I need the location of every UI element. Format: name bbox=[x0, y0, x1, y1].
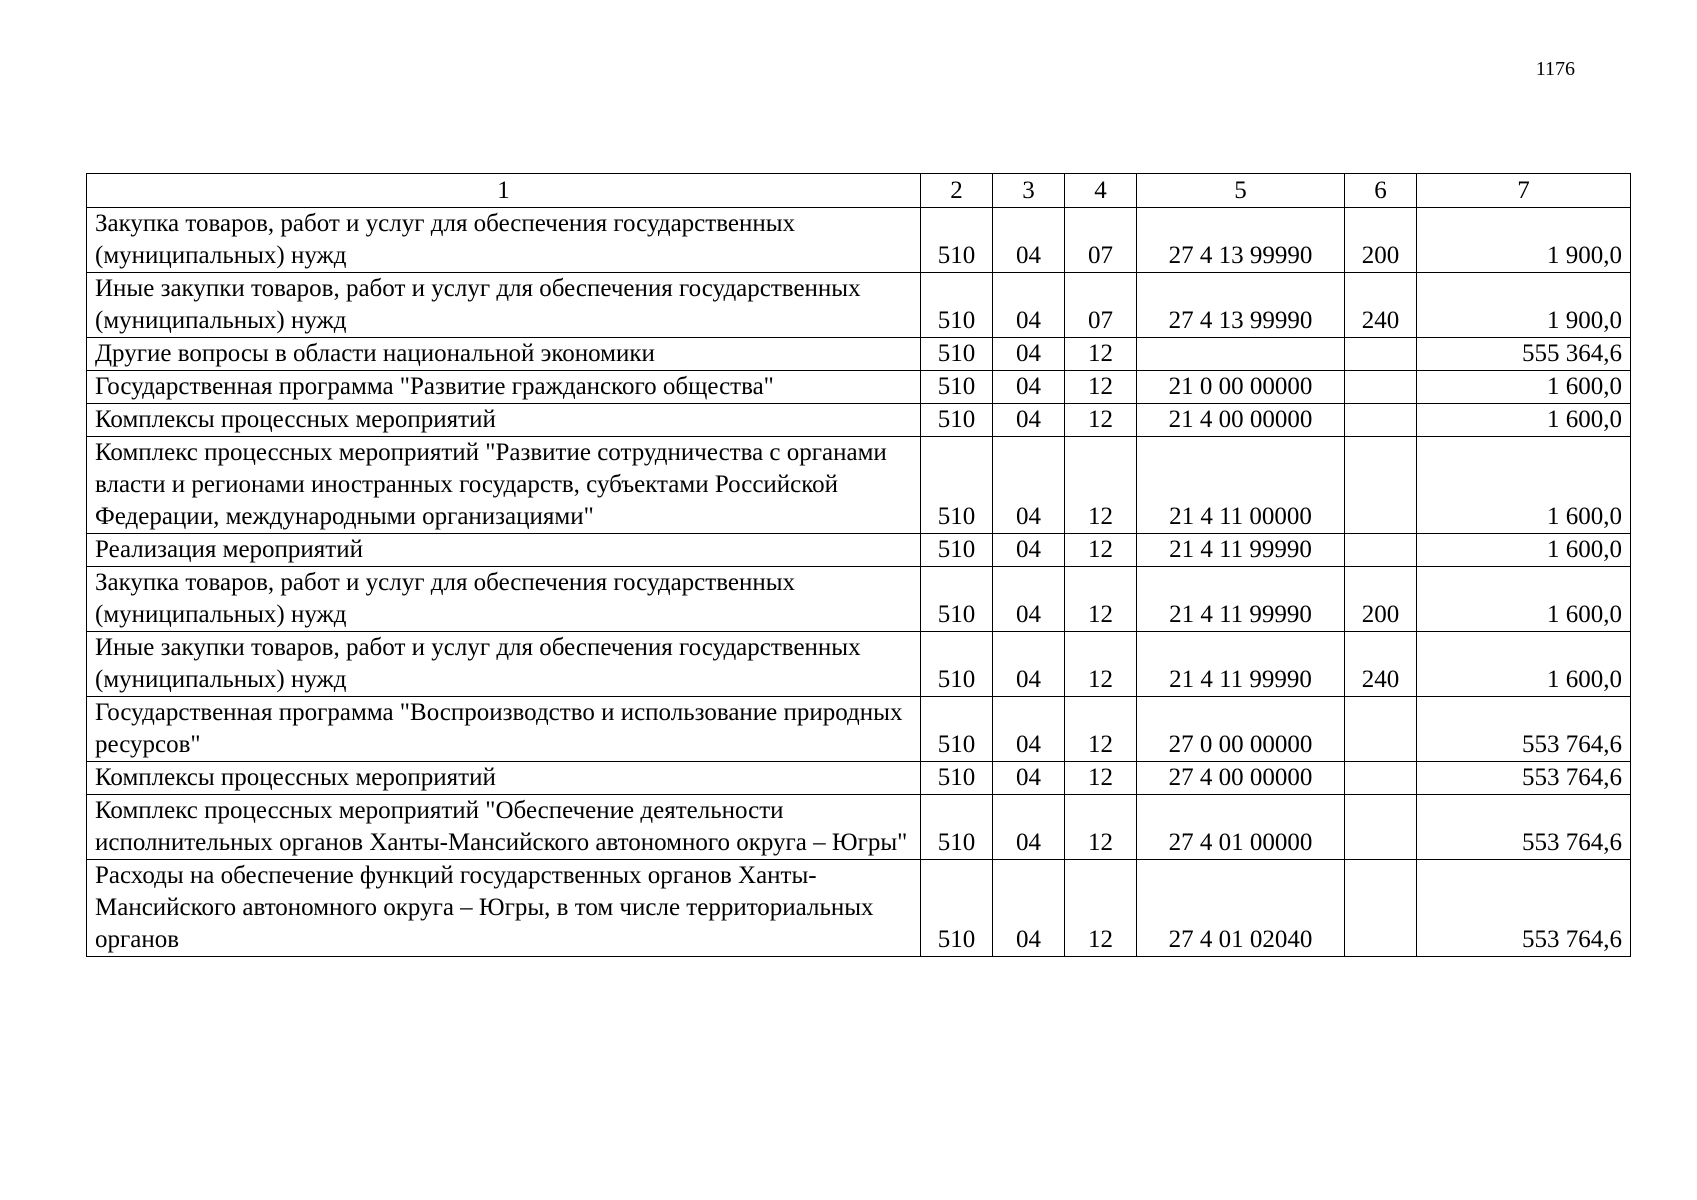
expense-type: 240 bbox=[1345, 632, 1417, 697]
amount: 1 900,0 bbox=[1417, 208, 1631, 273]
ministry-code: 510 bbox=[921, 338, 993, 371]
header-cell: 5 bbox=[1137, 174, 1345, 208]
section-code: 04 bbox=[993, 697, 1065, 762]
expense-type: 200 bbox=[1345, 208, 1417, 273]
table-row bbox=[87, 371, 1631, 404]
ministry-code: 510 bbox=[921, 208, 993, 273]
target-article: 21 0 00 00000 bbox=[1137, 371, 1345, 404]
table-row bbox=[87, 632, 1631, 697]
subsection-code: 12 bbox=[1065, 697, 1137, 762]
section-code: 04 bbox=[993, 208, 1065, 273]
target-article: 27 4 13 99990 bbox=[1137, 208, 1345, 273]
subsection-code: 07 bbox=[1065, 208, 1137, 273]
ministry-code: 510 bbox=[921, 632, 993, 697]
expense-type bbox=[1345, 437, 1417, 534]
expense-type bbox=[1345, 371, 1417, 404]
section-code: 04 bbox=[993, 371, 1065, 404]
target-article: 21 4 00 00000 bbox=[1137, 404, 1345, 437]
ministry-code: 510 bbox=[921, 534, 993, 567]
subsection-code: 12 bbox=[1065, 632, 1137, 697]
target-article: 21 4 11 99990 bbox=[1137, 567, 1345, 632]
amount: 1 600,0 bbox=[1417, 534, 1631, 567]
header-row bbox=[87, 174, 1631, 208]
expense-type: 200 bbox=[1345, 567, 1417, 632]
row-name: Комплекс процессных мероприятий "Обеспечение деятельности исполнительных органов Ханты-Мансийского автономного округа – Югры" bbox=[87, 795, 921, 860]
section-code: 04 bbox=[993, 273, 1065, 338]
table-row bbox=[87, 860, 1631, 957]
row-name: Реализация мероприятий bbox=[87, 534, 921, 567]
subsection-code: 12 bbox=[1065, 534, 1137, 567]
row-name: Расходы на обеспечение функций государственных органов Ханты-Мансийского автономного округа – Югры, в том числе территориальных органов bbox=[87, 860, 921, 957]
subsection-code: 12 bbox=[1065, 795, 1137, 860]
subsection-code: 12 bbox=[1065, 762, 1137, 795]
ministry-code: 510 bbox=[921, 404, 993, 437]
target-article: 27 4 13 99990 bbox=[1137, 273, 1345, 338]
row-name: Государственная программа "Воспроизводство и использование природных ресурсов" bbox=[87, 697, 921, 762]
row-name: Иные закупки товаров, работ и услуг для обеспечения государственных (муниципальных) нужд bbox=[87, 632, 921, 697]
table-row bbox=[87, 273, 1631, 338]
target-article: 27 4 01 02040 bbox=[1137, 860, 1345, 957]
target-article: 21 4 11 99990 bbox=[1137, 534, 1345, 567]
target-article: 27 4 01 00000 bbox=[1137, 795, 1345, 860]
page-number: 1176 bbox=[1535, 58, 1575, 80]
table-row bbox=[87, 795, 1631, 860]
section-code: 04 bbox=[993, 860, 1065, 957]
subsection-code: 12 bbox=[1065, 404, 1137, 437]
expense-type bbox=[1345, 404, 1417, 437]
expense-type bbox=[1345, 338, 1417, 371]
row-name: Закупка товаров, работ и услуг для обеспечения государственных (муниципальных) нужд bbox=[87, 208, 921, 273]
amount: 553 764,6 bbox=[1417, 795, 1631, 860]
ministry-code: 510 bbox=[921, 567, 993, 632]
header-cell: 1 bbox=[87, 174, 921, 208]
table-row bbox=[87, 567, 1631, 632]
header-cell: 2 bbox=[921, 174, 993, 208]
expense-type bbox=[1345, 762, 1417, 795]
row-name: Государственная программа "Развитие гражданского общества" bbox=[87, 371, 921, 404]
header-cell: 4 bbox=[1065, 174, 1137, 208]
amount: 1 900,0 bbox=[1417, 273, 1631, 338]
row-name: Закупка товаров, работ и услуг для обеспечения государственных (муниципальных) нужд bbox=[87, 567, 921, 632]
table-row bbox=[87, 208, 1631, 273]
subsection-code: 07 bbox=[1065, 273, 1137, 338]
header-cell: 6 bbox=[1345, 174, 1417, 208]
subsection-code: 12 bbox=[1065, 338, 1137, 371]
section-code: 04 bbox=[993, 338, 1065, 371]
target-article: 21 4 11 99990 bbox=[1137, 632, 1345, 697]
amount: 1 600,0 bbox=[1417, 567, 1631, 632]
target-article bbox=[1137, 338, 1345, 371]
ministry-code: 510 bbox=[921, 371, 993, 404]
expense-type bbox=[1345, 534, 1417, 567]
row-name: Комплексы процессных мероприятий bbox=[87, 762, 921, 795]
subsection-code: 12 bbox=[1065, 437, 1137, 534]
subsection-code: 12 bbox=[1065, 860, 1137, 957]
expense-type bbox=[1345, 860, 1417, 957]
section-code: 04 bbox=[993, 632, 1065, 697]
subsection-code: 12 bbox=[1065, 371, 1137, 404]
subsection-code: 12 bbox=[1065, 567, 1137, 632]
amount: 1 600,0 bbox=[1417, 404, 1631, 437]
table-row bbox=[87, 762, 1631, 795]
ministry-code: 510 bbox=[921, 437, 993, 534]
row-name: Иные закупки товаров, работ и услуг для обеспечения государственных (муниципальных) нужд bbox=[87, 273, 921, 338]
target-article: 21 4 11 00000 bbox=[1137, 437, 1345, 534]
amount: 1 600,0 bbox=[1417, 632, 1631, 697]
row-name: Комплекс процессных мероприятий "Развитие сотрудничества с органами власти и регионами иностранных государств, субъектами Российской Федерации, международными организациями" bbox=[87, 437, 921, 534]
table-row bbox=[87, 338, 1631, 371]
section-code: 04 bbox=[993, 404, 1065, 437]
table-row bbox=[87, 697, 1631, 762]
table-row bbox=[87, 404, 1631, 437]
amount: 1 600,0 bbox=[1417, 437, 1631, 534]
section-code: 04 bbox=[993, 795, 1065, 860]
ministry-code: 510 bbox=[921, 697, 993, 762]
table-row bbox=[87, 534, 1631, 567]
amount: 553 764,6 bbox=[1417, 762, 1631, 795]
header-cell: 3 bbox=[993, 174, 1065, 208]
table-row bbox=[87, 437, 1631, 534]
ministry-code: 510 bbox=[921, 795, 993, 860]
section-code: 04 bbox=[993, 762, 1065, 795]
section-code: 04 bbox=[993, 567, 1065, 632]
amount: 553 764,6 bbox=[1417, 697, 1631, 762]
amount: 555 364,6 bbox=[1417, 338, 1631, 371]
target-article: 27 4 00 00000 bbox=[1137, 762, 1345, 795]
expense-type bbox=[1345, 795, 1417, 860]
amount: 553 764,6 bbox=[1417, 860, 1631, 957]
ministry-code: 510 bbox=[921, 762, 993, 795]
target-article: 27 0 00 00000 bbox=[1137, 697, 1345, 762]
header-cell: 7 bbox=[1417, 174, 1631, 208]
expense-type: 240 bbox=[1345, 273, 1417, 338]
expense-type bbox=[1345, 697, 1417, 762]
section-code: 04 bbox=[993, 534, 1065, 567]
ministry-code: 510 bbox=[921, 273, 993, 338]
budget-table bbox=[86, 173, 1631, 957]
section-code: 04 bbox=[993, 437, 1065, 534]
row-name: Комплексы процессных мероприятий bbox=[87, 404, 921, 437]
amount: 1 600,0 bbox=[1417, 371, 1631, 404]
ministry-code: 510 bbox=[921, 860, 993, 957]
row-name: Другие вопросы в области национальной экономики bbox=[87, 338, 921, 371]
